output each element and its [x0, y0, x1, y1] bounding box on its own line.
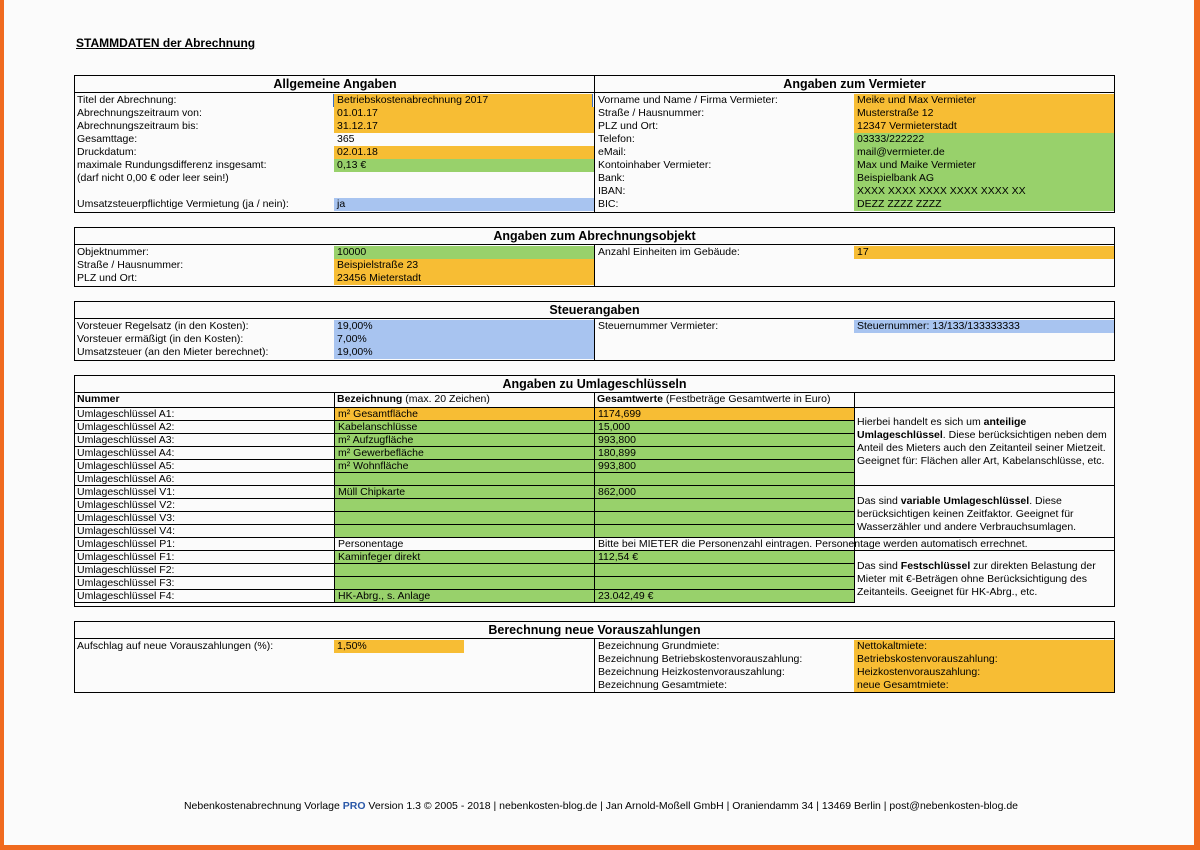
objekt-row: Objektnummer: 10000 [75, 246, 594, 259]
allgemein-row: Druckdatum: 02.01.18 [75, 146, 594, 159]
umlage-gesamtwert-field[interactable]: 180,899 [594, 447, 854, 460]
desc-anteilig: Hierbei handelt es sich um anteilige Umlageschlüssel. Diese berücksichtigen neben dem Anteil des Mieters auch den Zeitanteil seiner Mietzeit. Geeignet für: Flächen aller Art, Kabelanschlüsse, etc. [857, 416, 1107, 467]
umsatzsteuerpflicht-field[interactable]: ja [334, 198, 594, 211]
voraus-row: Bezeichnung Betriebskostenvorauszahlung: Betriebskostenvorauszahlung: [596, 653, 1114, 666]
vermieter-row: PLZ und Ort: 12347 Vermieterstadt [596, 120, 1114, 133]
gesamtmiete-field[interactable]: neue Gesamtmiete: [854, 679, 1114, 692]
umlage-nummer: Umlageschlüssel A4: [77, 447, 175, 459]
aufschlag-field[interactable]: 1,50% [334, 640, 464, 653]
voraus-row: Bezeichnung Heizkostenvorauszahlung: Heizkostenvorauszahlung: [596, 666, 1114, 679]
allgemein-row: Abrechnungszeitraum bis: 31.12.17 [75, 120, 594, 133]
umlage-nummer: Umlageschlüssel V1: [77, 486, 176, 498]
vermieter-email-field[interactable]: mail@vermieter.de [854, 146, 1114, 159]
kontoinhaber-field[interactable]: Max und Maike Vermieter [854, 159, 1114, 172]
steuer-row: Vorsteuer ermäßigt (in den Kosten): 7,00% [75, 333, 594, 346]
umlage-nummer: Umlageschlüssel V4: [77, 525, 176, 537]
col-divider [594, 393, 595, 407]
umlage-gesamtwert-field[interactable]: 862,000 [594, 486, 854, 499]
titel-field[interactable]: Betriebskostenabrechnung 2017 [334, 94, 592, 107]
voraus-row: Bezeichnung Gesamtmiete: neue Gesamtmiete: [596, 679, 1114, 692]
row-divider [75, 433, 854, 434]
grundmiete-field[interactable]: Nettokaltmiete: [854, 640, 1114, 653]
section-voraus [74, 621, 1115, 693]
umlage-header: Nummer Bezeichnung (max. 20 Zeichen) Gesamtwerte (Festbeträge Gesamtwerte in Euro) [75, 393, 1114, 408]
desc-fest: Das sind Festschlüssel zur direkten Belastung der Mieter mit €-Beträgen ohne Berücksichtigung des Zeitanteils. Geeignet für HK-Abrg., etc. [857, 560, 1096, 598]
iban-field[interactable]: XXXX XXXX XXXX XXXX XXXX XX [854, 185, 1114, 198]
objekt-strasse-field[interactable]: Beispielstraße 23 [334, 259, 594, 272]
col-divider [854, 408, 855, 603]
umlage-bezeichnung-field[interactable]: m² Aufzugfläche [334, 434, 594, 447]
rundungsdifferenz-field[interactable]: 0,13 € [334, 159, 594, 172]
einheiten-row: Anzahl Einheiten im Gebäude: 17 [596, 246, 1114, 259]
allgemein-row: (darf nicht 0,00 € oder leer sein!) [77, 172, 229, 184]
umlage-nummer: Umlageschlüssel V2: [77, 499, 176, 511]
vermieter-row: BIC: DEZZ ZZZZ ZZZZ [596, 198, 1114, 211]
allgemein-row: Umsatzsteuerpflichtige Vermietung (ja / nein): ja [75, 198, 594, 211]
voraus-row: Bezeichnung Grundmiete: Nettokaltmiete: [596, 640, 1114, 653]
umlage-nummer: Umlageschlüssel F2: [77, 564, 175, 576]
row-divider [75, 459, 854, 460]
steuernummer-field[interactable]: Steuernummer: 13/133/133333333 [854, 320, 1114, 333]
druckdatum-field[interactable]: 02.01.18 [334, 146, 594, 159]
divider [594, 639, 595, 692]
steuernummer-row: Steuernummer Vermieter: Steuernummer: 13/133/133333333 [596, 320, 1114, 333]
aufschlag-row: Aufschlag auf neue Vorauszahlungen (%): 1,50% [75, 640, 594, 653]
row-divider [75, 524, 854, 525]
umlage-nummer: Umlageschlüssel F4: [77, 590, 175, 602]
umlage-nummer: Umlageschlüssel F3: [77, 577, 175, 589]
vermieter-title: Angaben zum Vermieter [595, 76, 1114, 93]
allgemein-row: Abrechnungszeitraum von: 01.01.17 [75, 107, 594, 120]
vermieter-row: Kontoinhaber Vermieter: Max und Maike Vermieter [596, 159, 1114, 172]
row-divider [75, 602, 854, 603]
umsatzsteuer-field[interactable]: 19,00% [334, 346, 594, 359]
umlage-bezeichnung-field[interactable]: m² Gesamtfläche [334, 408, 594, 421]
page-title: STAMMDATEN der Abrechnung [76, 36, 256, 50]
umlage-gesamtwert-field[interactable]: 112,54 € [594, 551, 854, 564]
row-divider [75, 472, 854, 473]
section-umlage [74, 375, 1115, 607]
row-divider [75, 550, 1114, 551]
umlage-gesamtwert-field[interactable]: 1174,699 [594, 408, 854, 421]
spreadsheet-page [4, 0, 1194, 845]
umlage-bezeichnung-field[interactable]: HK-Abrg., s. Anlage [334, 590, 594, 603]
umlage-nummer: Umlageschlüssel A1: [77, 408, 175, 420]
gesamttage-value: 365 [337, 133, 355, 145]
umlage-nummer: Umlageschlüssel A3: [77, 434, 175, 446]
umlage-bezeichnung-field[interactable]: Müll Chipkarte [334, 486, 594, 499]
section-objekt [74, 227, 1115, 287]
vermieter-row: Bank: Beispielbank AG [596, 172, 1114, 185]
row-divider [75, 589, 854, 590]
objekt-row: Straße / Hausnummer: Beispielstraße 23 [75, 259, 594, 272]
col-divider [854, 393, 855, 407]
hk-voraus-field[interactable]: Heizkostenvorauszahlung: [854, 666, 1114, 679]
allgemein-row: Gesamttage: 365 [75, 133, 594, 146]
col-divider [334, 393, 335, 407]
umlage-title: Angaben zu Umlageschlüsseln [75, 376, 1114, 393]
umlage-bezeichnung-field[interactable]: m² Gewerbefläche [334, 447, 594, 460]
umlage-gesamtwert-field[interactable]: 15,000 [594, 421, 854, 434]
vermieter-row: Telefon: 03333/222222 [596, 133, 1114, 146]
row-divider [75, 537, 1114, 538]
steuer-title: Steuerangaben [75, 302, 1114, 319]
vorsteuer-regel-field[interactable]: 19,00% [334, 320, 594, 333]
row-divider [75, 420, 854, 421]
section-steuer [74, 301, 1115, 361]
umlage-gesamtwert-field[interactable]: 993,800 [594, 434, 854, 447]
desc-variabel: Das sind variable Umlageschlüssel. Diese berücksichtigen keinen Zeitfaktor. Geeignet für Wasserzähler und andere Verbrauchsumlagen. [857, 495, 1077, 533]
einheiten-field[interactable]: 17 [854, 246, 1114, 259]
row-divider [75, 563, 854, 564]
bank-field[interactable]: Beispielbank AG [854, 172, 1114, 185]
bk-voraus-field[interactable]: Betriebskostenvorauszahlung: [854, 653, 1114, 666]
footer: Nebenkostenabrechnung Vorlage PRO Version 1.3 © 2005 - 2018 | nebenkosten-blog.de | Jan Arnold-Moßell GmbH | Oraniendamm 34 | 13469 Berlin | post@nebenkosten-blog.de [183, 800, 1019, 812]
objekt-title: Angaben zum Abrechnungsobjekt [75, 228, 1114, 245]
umlage-nummer: Umlageschlüssel V3: [77, 512, 176, 524]
vermieter-telefon-field[interactable]: 03333/222222 [854, 133, 1114, 146]
divider [594, 245, 595, 286]
vermieter-plz-field[interactable]: 12347 Vermieterstadt [854, 120, 1114, 133]
zeitraum-von-field[interactable]: 01.01.17 [334, 107, 594, 120]
objekt-row: PLZ und Ort: 23456 Mieterstadt [75, 272, 594, 285]
allgemein-row: Titel der Abrechnung: Betriebskostenabrechnung 2017 [75, 94, 594, 107]
steuer-row: Umsatzsteuer (an den Mieter berechnet): 19,00% [75, 346, 594, 359]
umlage-gesamtwert-field[interactable]: 23.042,49 € [594, 590, 854, 603]
zeitraum-bis-field[interactable]: 31.12.17 [334, 120, 594, 133]
vorsteuer-ermaessigt-field[interactable]: 7,00% [334, 333, 594, 346]
steuer-row: Vorsteuer Regelsatz (in den Kosten): 19,00% [75, 320, 594, 333]
row-divider [75, 485, 1114, 486]
vermieter-strasse-field[interactable]: Musterstraße 12 [854, 107, 1114, 120]
bic-field[interactable]: DEZZ ZZZZ ZZZZ [854, 198, 1114, 211]
allgemein-title: Allgemeine Angaben [75, 76, 595, 93]
umlage-bezeichnung-field[interactable]: Kabelanschlüsse [334, 421, 594, 434]
umlage-gesamtwert-field[interactable]: Bitte bei MIETER die Personenzahl eintragen. Personentage werden automatisch errechnet. [594, 538, 1114, 551]
row-divider [75, 407, 854, 408]
divider [594, 76, 595, 212]
umlage-bezeichnung-field[interactable]: Personentage [334, 538, 594, 551]
row-divider [75, 511, 854, 512]
umlage-nummer: Umlageschlüssel A5: [77, 460, 175, 472]
umlage-bezeichnung-field[interactable]: Kaminfeger direkt [334, 551, 594, 564]
divider [594, 319, 595, 360]
umlage-nummer: Umlageschlüssel P1: [77, 538, 176, 550]
row-divider [75, 576, 854, 577]
umlage-gesamtwert-field[interactable]: 993,800 [594, 460, 854, 473]
umlage-nummer: Umlageschlüssel F1: [77, 551, 175, 563]
vermieter-row: IBAN: XXXX XXXX XXXX XXXX XXXX XX [596, 185, 1114, 198]
row-divider [75, 498, 854, 499]
objektnummer-field[interactable]: 10000 [334, 246, 594, 259]
umlage-nummer: Umlageschlüssel A6: [77, 473, 175, 485]
row-divider [75, 446, 854, 447]
objekt-plz-field[interactable]: 23456 Mieterstadt [334, 272, 594, 285]
vermieter-row: Straße / Hausnummer: Musterstraße 12 [596, 107, 1114, 120]
vermieter-row: Vorname und Name / Firma Vermieter: Meike und Max Vermieter [596, 94, 1114, 107]
allgemein-row: maximale Rundungsdifferenz insgesamt: 0,13 € [75, 159, 594, 172]
umlage-nummer: Umlageschlüssel A2: [77, 421, 175, 433]
vermieter-row: eMail: mail@vermieter.de [596, 146, 1114, 159]
section-allgemein-vermieter [74, 75, 1115, 213]
vermieter-name-field[interactable]: Meike und Max Vermieter [854, 94, 1114, 107]
umlage-bezeichnung-field[interactable]: m² Wohnfläche [334, 460, 594, 473]
voraus-title: Berechnung neue Vorauszahlungen [75, 622, 1114, 639]
